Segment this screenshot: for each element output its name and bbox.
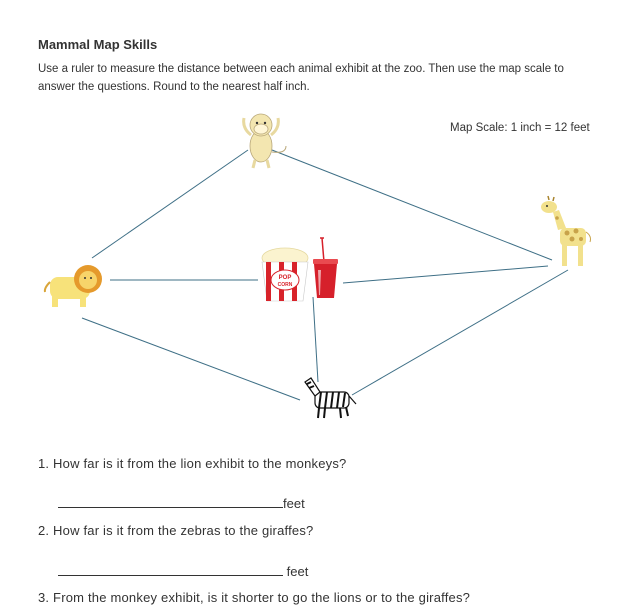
question-2: 2. How far is it from the zebras to the giraffes? xyxy=(38,523,314,538)
popcorn-icon xyxy=(262,248,308,301)
monkey-icon xyxy=(244,114,286,168)
soda-cup-icon xyxy=(313,238,338,298)
path-lion-zebra xyxy=(82,318,300,400)
lion-icon xyxy=(45,265,102,307)
answer-2[interactable] xyxy=(58,563,308,579)
path-popcorn-zebra xyxy=(313,297,318,382)
answer-2-blank[interactable] xyxy=(58,563,283,576)
path-monkey-giraffe xyxy=(272,150,552,260)
map-scale: Map Scale: 1 inch = 12 feet xyxy=(450,122,590,134)
instructions-line-2: answer the questions. Round to the nearest half inch. xyxy=(38,81,310,93)
worksheet-title: Mammal Map Skills xyxy=(38,37,158,52)
path-lion-monkey xyxy=(92,150,248,258)
popcorn-label-bottom: CORN xyxy=(277,282,293,288)
zebra-icon xyxy=(305,378,356,418)
answer-1[interactable] xyxy=(58,495,305,511)
path-zebra-giraffe xyxy=(352,270,568,395)
popcorn-label-top: POP xyxy=(278,275,292,281)
question-1: 1. How far is it from the lion exhibit to the monkeys? xyxy=(38,456,347,471)
instructions-line-1: Use a ruler to measure the distance between each animal exhibit at the zoo. Then use the map scale to xyxy=(38,63,564,75)
answer-1-blank[interactable] xyxy=(58,495,283,508)
answer-1-unit: feet xyxy=(283,496,305,511)
question-3: 3. From the monkey exhibit, is it shorter to go the lions or to the giraffes? xyxy=(38,590,471,605)
giraffe-icon xyxy=(541,196,591,266)
answer-2-unit: feet xyxy=(286,564,309,579)
path-popcorn-giraffe xyxy=(343,266,548,283)
